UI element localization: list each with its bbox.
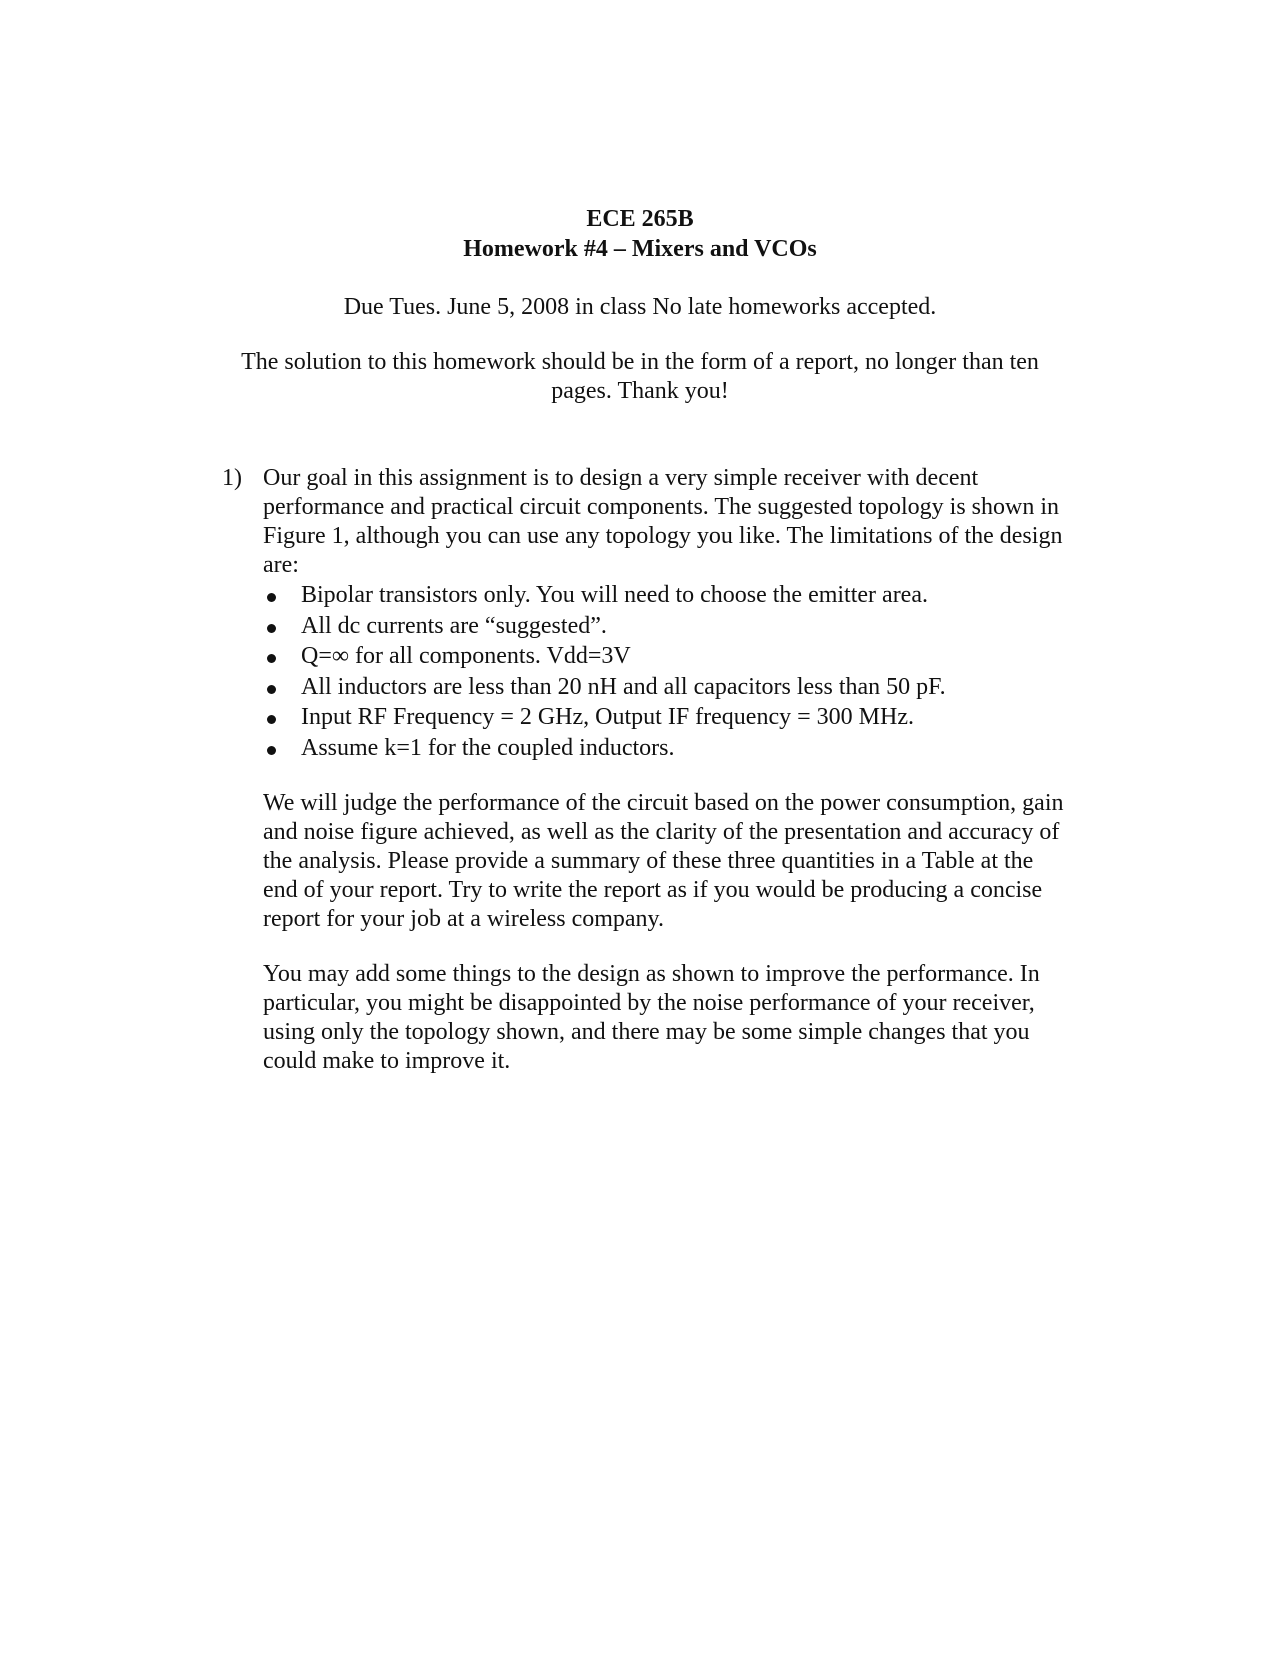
title-block [0, 204, 1280, 264]
limitation-text: Q=∞ for all components. Vdd=3V [301, 643, 631, 669]
assignment-title: Homework #4 – Mixers and VCOs [463, 236, 817, 262]
list-item [263, 611, 1073, 642]
limitation-text: All inductors are less than 20 nH and all capacitors less than 50 pF. [301, 673, 946, 700]
list-item [263, 672, 1073, 703]
list-item [263, 641, 1073, 672]
limitation-text: Input RF Frequency = 2 GHz, Output IF frequency = 300 MHz. [301, 704, 914, 730]
bullet-icon [267, 593, 276, 602]
limitation-text: Assume k=1 for the coupled inductors. [301, 734, 675, 761]
bullet-icon [267, 654, 276, 663]
solution-note: The solution to this homework should be in the form of a report, no longer than ten pages. Thank you! [241, 349, 1039, 404]
due-date-line: Due Tues. June 5, 2008 in class No late homeworks accepted. [343, 294, 937, 320]
improvement-paragraph: You may add some things to the design as shown to improve the performance. In particular, you might be disappointed by the noise performance of your receiver, using only the topology shown, and there may be some simple changes that you could make to improve it. [263, 961, 1040, 1074]
judging-paragraph: We will judge the performance of the circuit based on the power consumption, gain and noise figure achieved, as well as the clarity of the presentation and accuracy of the analysis. Please provide a summary of these three quantities in a Table at the end of your report. Try to write the report as if you would be producing a concise report for your job at a wireless company. [263, 790, 1064, 932]
course-title: ECE 265B [586, 206, 694, 232]
question-intro: Our goal in this assignment is to design a very simple receiver with decent performance and practical circuit components. The suggested topology is shown in Figure 1, although you can use any topology you like. The limitations of the design are: [263, 465, 1063, 578]
question-number: 1) [222, 465, 242, 491]
list-item [263, 733, 1073, 764]
bullet-icon [267, 685, 276, 694]
bullet-icon [267, 624, 276, 633]
limitations-list [263, 580, 1073, 763]
limitation-text: Bipolar transistors only. You will need to choose the emitter area. [301, 582, 928, 608]
bullet-icon [267, 746, 276, 755]
limitation-text: All dc currents are “suggested”. [301, 612, 607, 639]
bullet-icon [267, 715, 276, 724]
question-body [263, 464, 1073, 1076]
list-item [263, 702, 1073, 733]
list-item [263, 580, 1073, 611]
